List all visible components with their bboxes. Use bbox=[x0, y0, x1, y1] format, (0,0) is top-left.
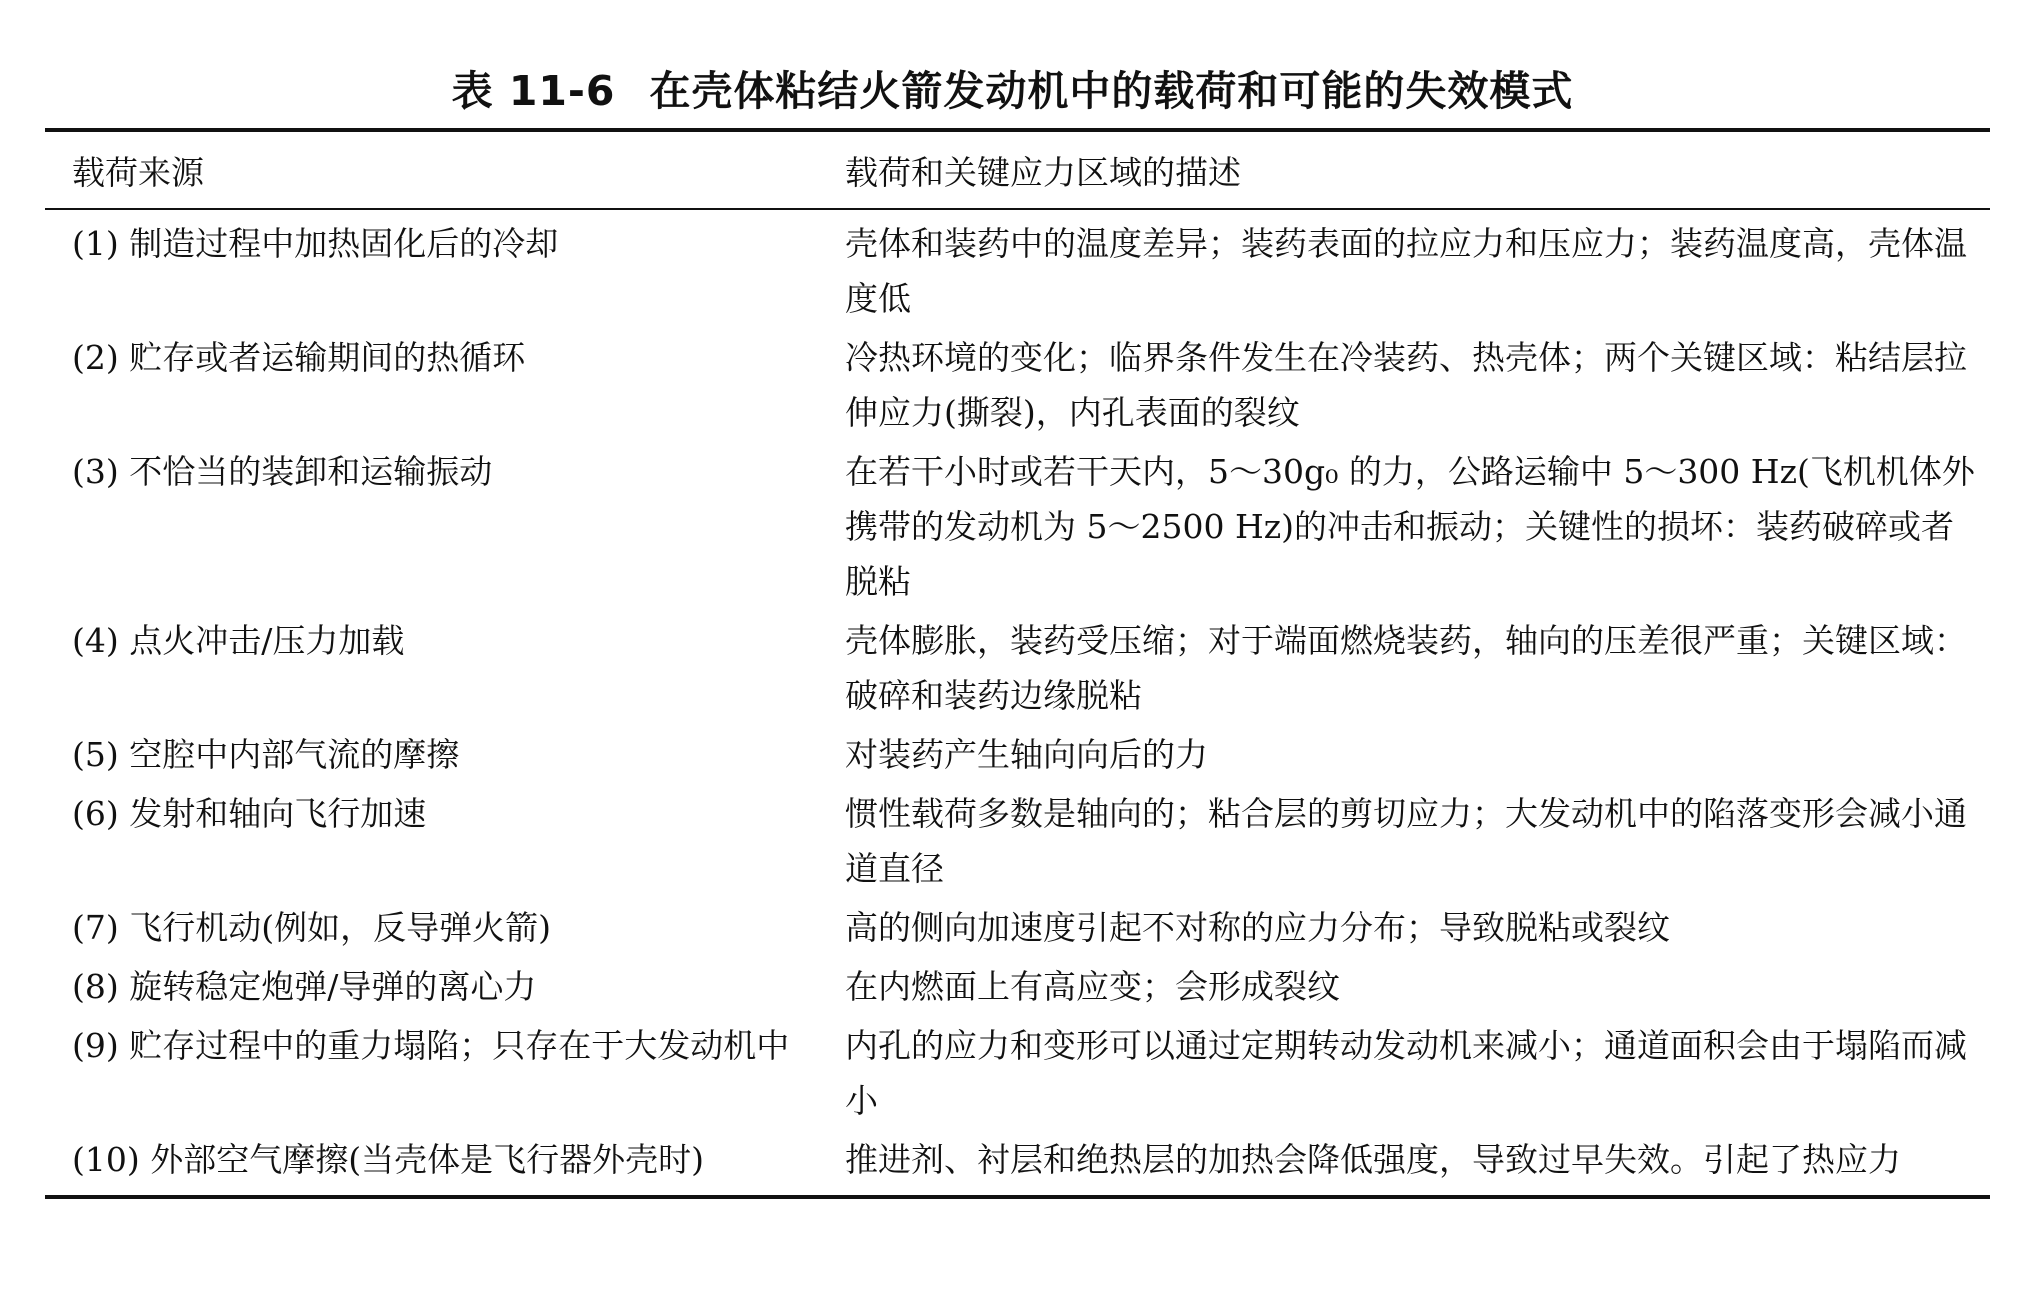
row-load-source: (8) 旋转稳定炮弹/导弹的离心力 bbox=[72, 967, 537, 1006]
row-load-source: (2) 贮存或者运输期间的热循环 bbox=[72, 338, 526, 377]
table-bottom-rule bbox=[45, 1195, 1990, 1199]
table-row bbox=[45, 959, 1990, 1014]
table-row bbox=[45, 1018, 1990, 1128]
row-load-source: (3) 不恰当的装卸和运输振动 bbox=[72, 452, 493, 491]
row-description: 壳体和装药中的温度差异；装药表面的拉应力和压应力；装药温度高，壳体温度低 bbox=[845, 224, 1967, 318]
table-row bbox=[45, 786, 1990, 896]
row-description: 对装药产生轴向向后的力 bbox=[845, 735, 1208, 774]
row-load-source: (1) 制造过程中加热固化后的冷却 bbox=[72, 224, 559, 263]
row-load-source: (9) 贮存过程中的重力塌陷；只存在于大发动机中 bbox=[72, 1026, 790, 1065]
table-body bbox=[45, 210, 1990, 1195]
row-description: 壳体膨胀，装药受压缩；对于端面燃烧装药，轴向的压差很严重；关键区域：破碎和装药边缘脱粘 bbox=[845, 621, 1967, 715]
table-row bbox=[45, 900, 1990, 955]
table-row bbox=[45, 727, 1990, 782]
row-load-source: (10) 外部空气摩擦(当壳体是飞行器外壳时) bbox=[72, 1140, 704, 1179]
table-row bbox=[45, 1132, 1990, 1187]
table-header-row bbox=[45, 132, 1990, 208]
table-title: 在壳体粘结火箭发动机中的载荷和可能的失效模式 bbox=[649, 67, 1574, 115]
row-description: 冷热环境的变化；临界条件发生在冷装药、热壳体；两个关键区域：粘结层拉伸应力(撕裂)，内孔表面的裂纹 bbox=[845, 338, 1967, 432]
row-description: 在若干小时或若干天内，5～30g₀ 的力，公路运输中 5～300 Hz(飞机机体外携带的发动机为 5～2500 Hz)的冲击和振动；关键性的损坏：装药破碎或者脱粘 bbox=[845, 452, 1975, 601]
header-description: 载荷和关键应力区域的描述 bbox=[845, 152, 1241, 192]
table-row bbox=[45, 216, 1990, 326]
row-load-source: (5) 空腔中内部气流的摩擦 bbox=[72, 735, 460, 774]
row-description: 惯性载荷多数是轴向的；粘合层的剪切应力；大发动机中的陷落变形会减小通道直径 bbox=[845, 794, 1967, 888]
row-description: 在内燃面上有高应变；会形成裂纹 bbox=[845, 967, 1340, 1006]
row-description: 高的侧向加速度引起不对称的应力分布；导致脱粘或裂纹 bbox=[845, 908, 1670, 947]
table-row bbox=[45, 613, 1990, 723]
row-load-source: (7) 飞行机动(例如，反导弹火箭) bbox=[72, 908, 551, 947]
table-row bbox=[45, 444, 1990, 609]
table-caption bbox=[0, 58, 2025, 117]
row-load-source: (6) 发射和轴向飞行加速 bbox=[72, 794, 427, 833]
row-description: 内孔的应力和变形可以通过定期转动发动机来减小；通道面积会由于塌陷而减小 bbox=[845, 1026, 1967, 1120]
table-number: 表 11-6 bbox=[451, 67, 616, 115]
table-row bbox=[45, 330, 1990, 440]
loads-failure-table bbox=[45, 128, 1990, 1199]
header-load-source: 载荷来源 bbox=[72, 152, 204, 192]
row-load-source: (4) 点火冲击/压力加载 bbox=[72, 621, 405, 660]
row-description: 推进剂、衬层和绝热层的加热会降低强度，导致过早失效。引起了热应力 bbox=[845, 1140, 1901, 1179]
